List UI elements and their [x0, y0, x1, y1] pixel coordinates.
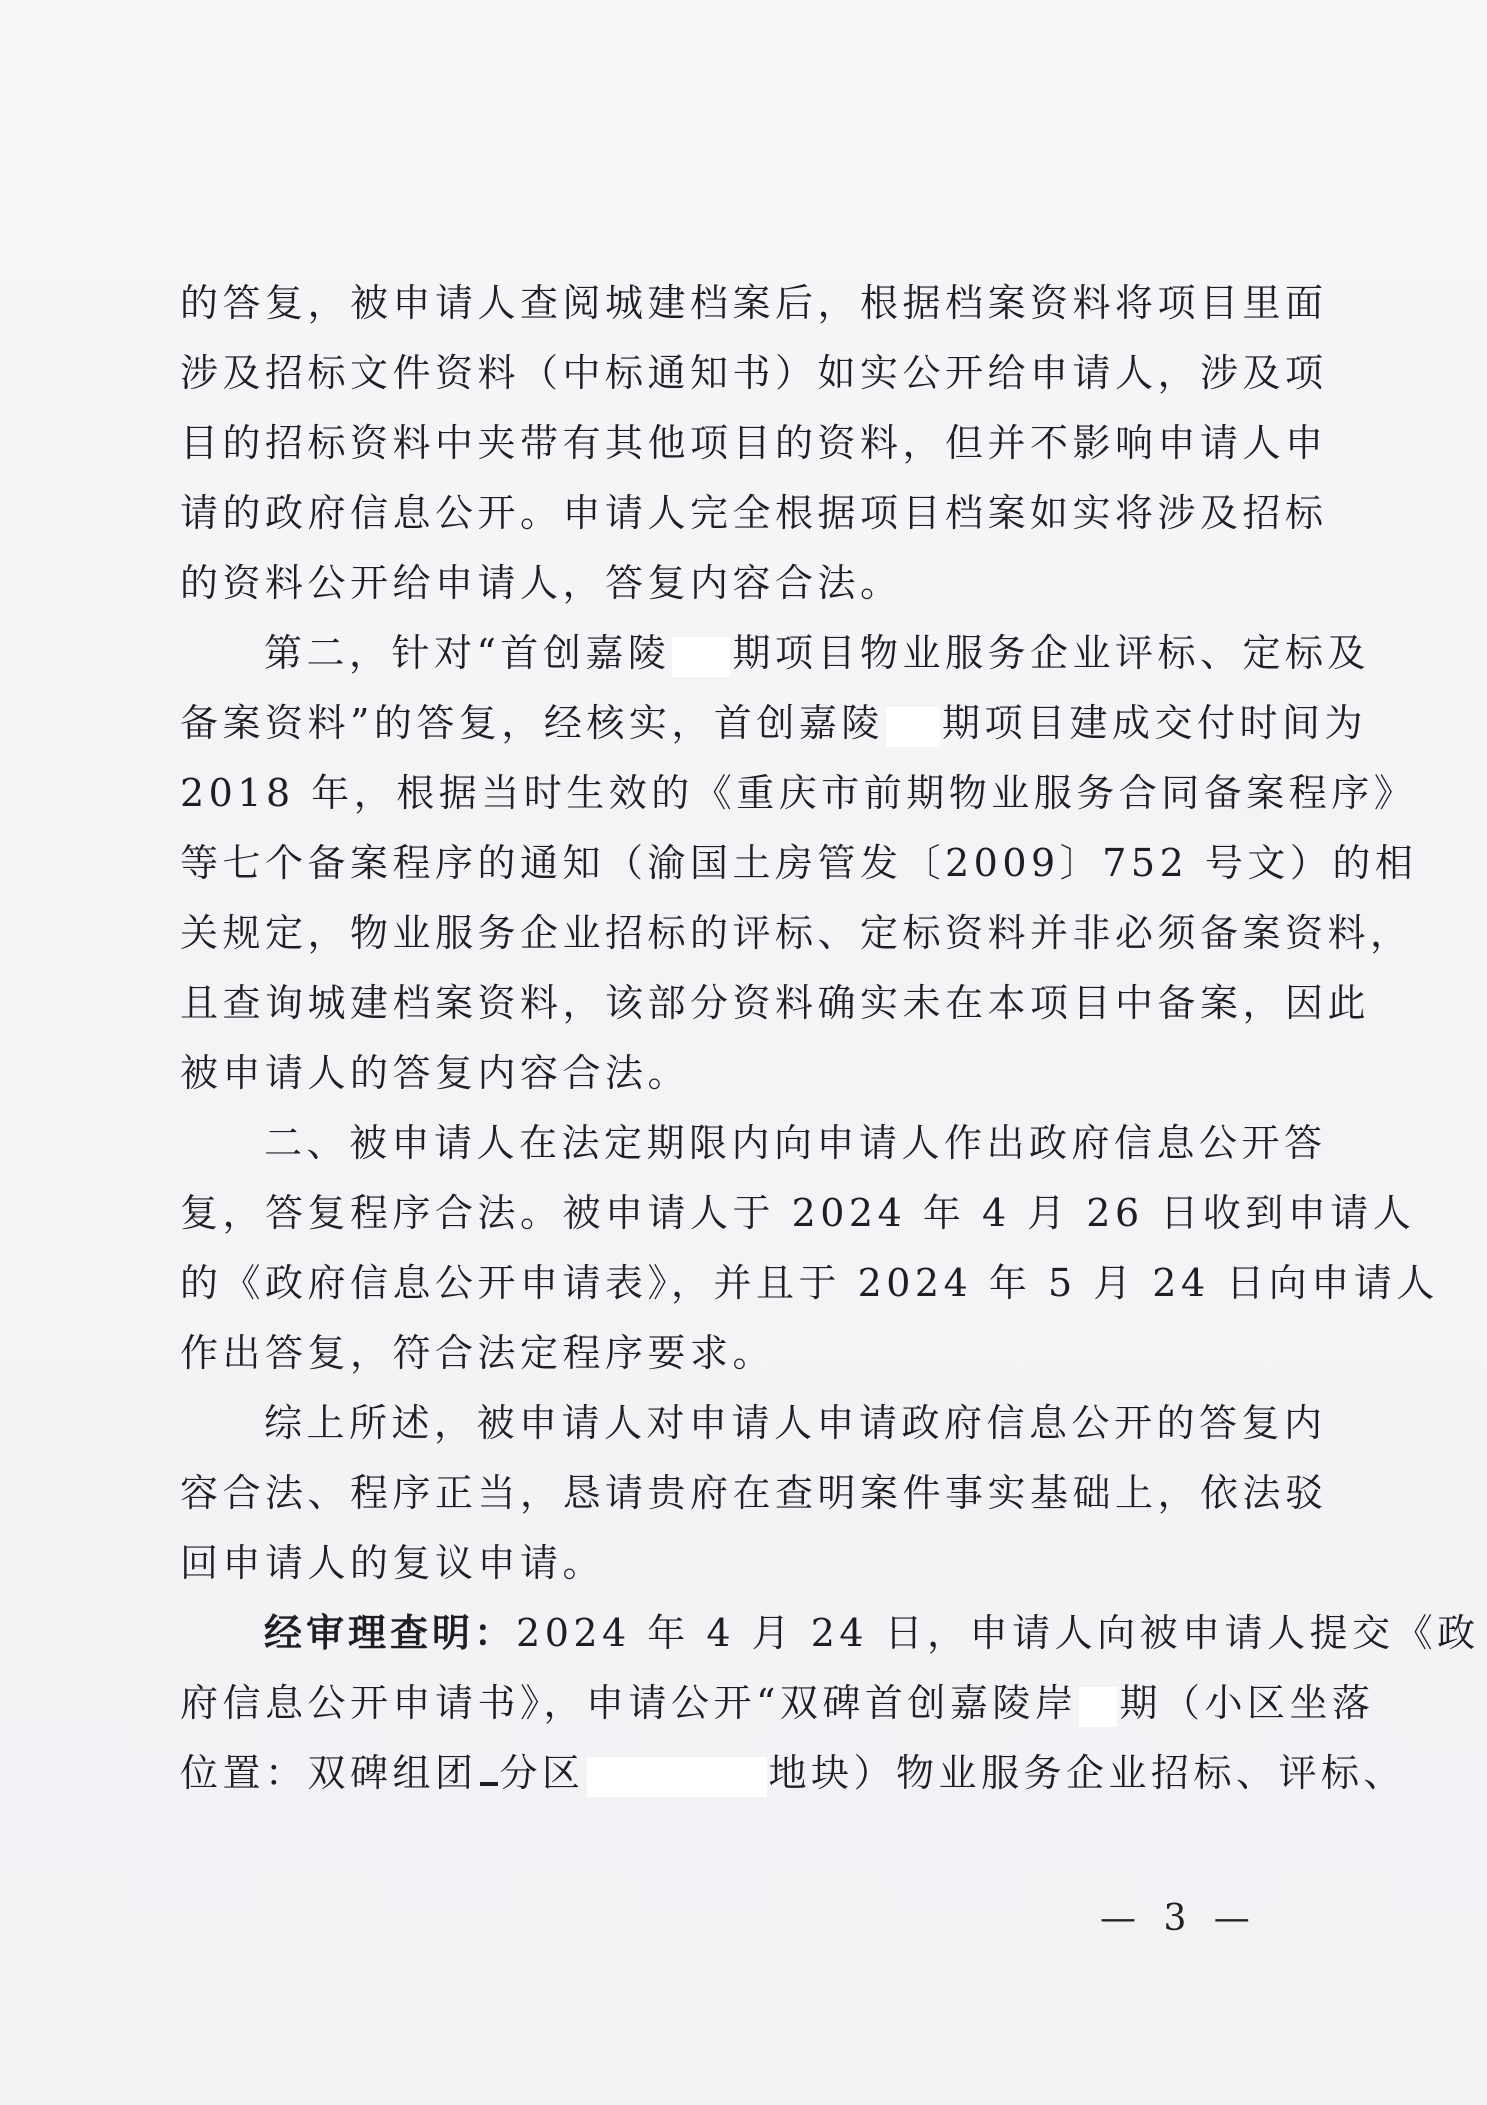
text-line: 容合法、程序正当，恳请贵府在查明案件事实基础上，依法驳: [180, 1471, 1328, 1515]
text-segment: 第二，针对“首创嘉陵: [264, 631, 671, 675]
text-segment: 期项目建成交付时间为: [941, 701, 1367, 745]
text-line: [180, 1676, 1374, 1730]
text-line: 回申请人的复议申请。: [180, 1541, 606, 1585]
text-line: 请的政府信息公开。申请人完全根据项目档案如实将涉及招标: [180, 491, 1328, 535]
redaction-box: [886, 707, 940, 747]
text-line: 2018 年，根据当时生效的《重庆市前期物业服务合同备案程序》: [180, 771, 1417, 815]
page-number: — 3 —: [1100, 1898, 1258, 1939]
text-line: 复，答复程序合法。被申请人于 2024 年 4 月 26 日收到申请人: [180, 1191, 1416, 1235]
text-line: 的《政府信息公开申请表》，并且于 2024 年 5 月 24 日向申请人: [180, 1261, 1439, 1305]
text-line: 的答复，被申请人查阅城建档案后，根据档案资料将项目里面: [180, 281, 1328, 325]
text-segment: 府信息公开申请书》，申请公开“双碑首创嘉陵岸: [180, 1681, 1078, 1725]
text-line: 等七个备案程序的通知（渝国土房管发〔2009〕752 号文）的相: [180, 841, 1418, 885]
text-segment: 分区: [499, 1751, 585, 1795]
text-segment: 2024 年 4 月 24 日，申请人向被申请人提交《政: [516, 1611, 1480, 1655]
text-line: 作出答复，符合法定程序要求。: [180, 1331, 776, 1375]
text-line: 目的招标资料中夹带有其他项目的资料，但并不影响申请人申: [180, 421, 1328, 465]
redaction-mark: [480, 1782, 498, 1786]
text-line: 且查询城建档案资料，该部分资料确实未在本项目中备案，因此: [180, 981, 1371, 1025]
paragraph-two: 二、被申请人在法定期限内向申请人作出政府信息公开答: [264, 1121, 1327, 1165]
text-line: 的资料公开给申请人，答复内容合法。: [180, 561, 903, 605]
text-segment: 位置：双碑组团: [180, 1751, 478, 1795]
paragraph-second-point: [264, 626, 1370, 680]
text-segment: 期项目物业服务企业评标、定标及: [732, 631, 1370, 675]
text-segment: 期（小区坐落: [1119, 1681, 1375, 1725]
paragraph-summary: 综上所述，被申请人对申请人申请政府信息公开的答复内: [264, 1401, 1327, 1445]
text-line: [180, 696, 1367, 750]
text-segment: 地块）物业服务企业招标、评标、: [768, 1751, 1407, 1795]
text-line: 涉及招标文件资料（中标通知书）如实公开给申请人，涉及项: [180, 351, 1328, 395]
text-line: [180, 1746, 1406, 1800]
redaction-box: [672, 637, 730, 677]
text-line: 关规定，物业服务企业招标的评标、定标资料并非必须备案资料，: [180, 911, 1413, 955]
redaction-box: [1079, 1687, 1117, 1727]
paragraph-findings: [264, 1606, 1480, 1660]
text-segment: 备案资料”的答复，经核实，首创嘉陵: [180, 701, 884, 745]
text-line: 被申请人的答复内容合法。: [180, 1051, 691, 1095]
redaction-box: [587, 1757, 767, 1797]
findings-heading: 经审理查明：: [264, 1611, 517, 1655]
